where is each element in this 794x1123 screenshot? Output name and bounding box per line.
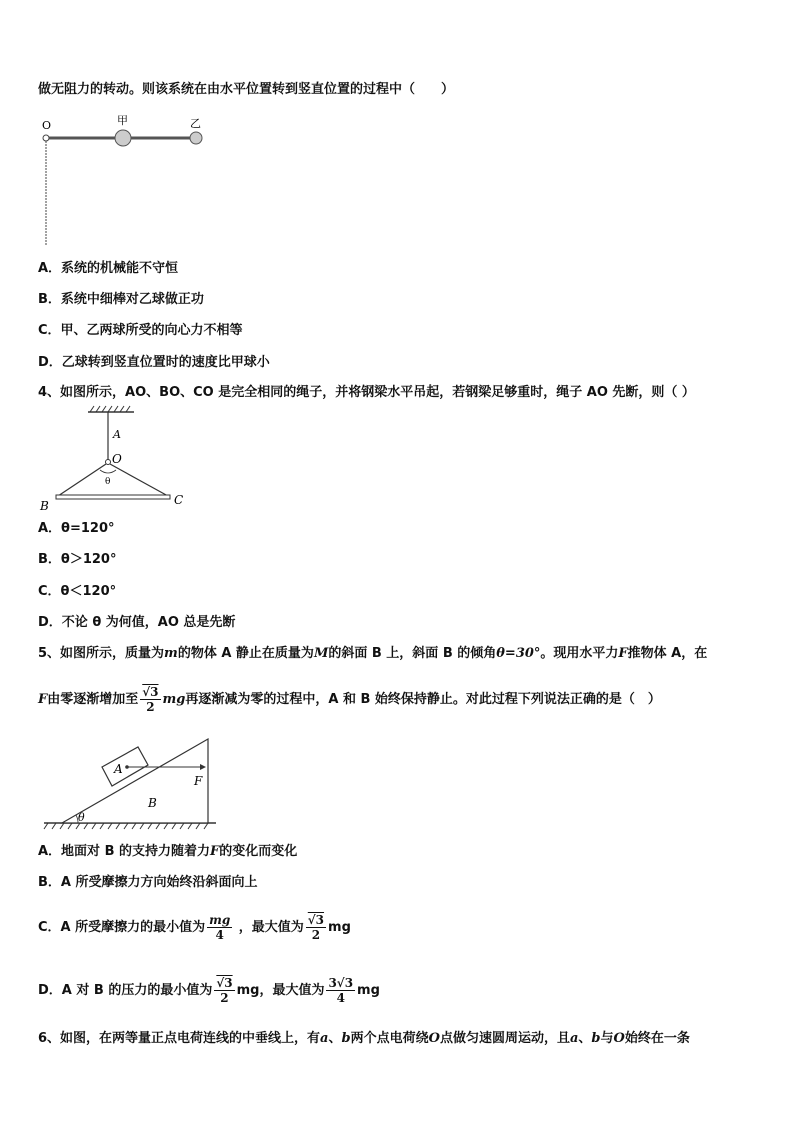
q4-option-a: A．θ=120° xyxy=(38,521,115,536)
q3-rod-figure xyxy=(34,110,224,250)
label-yi: 乙 xyxy=(190,117,201,130)
q4-option-d: D．不论 θ 为何值，AO 总是先断 xyxy=(38,615,236,630)
label-jia: 甲 xyxy=(117,114,128,127)
q3-option-d: D．乙球转到竖直位置时的速度比甲球小 xyxy=(38,355,270,370)
ball-yi xyxy=(190,132,202,144)
q3-option-b: B．系统中细棒对乙球做正功 xyxy=(38,292,204,307)
label-theta: θ xyxy=(105,477,111,487)
q5-stem-line2: F由零逐渐增加至 $\frac{√3}{2}$ mg再逐渐减为零的过程中，A 和 B 始终保持静止。对此过程下列说法正确的是（ ） xyxy=(38,685,661,714)
q6-stem: 6、如图，在两等量正点电荷连线的中垂线上，有a、b两个点电荷绕O点做匀速圆周运动，且a、b与O始终在一条 xyxy=(38,1031,690,1046)
label-o: O xyxy=(42,119,52,132)
label-b: B xyxy=(40,499,49,513)
q4-stem: 4、如图所示，AO、BO、CO 是完全相同的绳子，并将钢梁水平吊起，若钢梁足够重时，绳子 AO 先断，则（ ） xyxy=(38,385,695,400)
q5-option-a: A．地面对 B 的支持力随着力F的变化而变化 xyxy=(38,844,298,859)
q4-beam-figure xyxy=(36,404,196,516)
label-a: A xyxy=(114,762,123,776)
q3-option-a: A．系统的机械能不守恒 xyxy=(38,261,179,276)
q4-option-b: B．θ＞120° xyxy=(38,552,117,567)
q4-option-c: C．θ＜120° xyxy=(38,584,117,599)
q3-stem-end: 做无阻力的转动。则该系统在由水平位置转到竖直位置的过程中（ ） xyxy=(38,82,455,97)
q5-option-b: B．A 所受摩擦力方向始终沿斜面向上 xyxy=(38,875,258,890)
ball-jia xyxy=(115,130,131,146)
label-o: O xyxy=(112,452,122,466)
q3-option-c: C．甲、乙两球所受的向心力不相等 xyxy=(38,323,243,338)
label-f: F xyxy=(194,774,203,788)
label-b: B xyxy=(148,796,157,810)
label-a: A xyxy=(113,428,121,441)
label-theta: θ xyxy=(78,811,85,824)
q5-incline-figure xyxy=(40,735,222,831)
label-c: C xyxy=(174,493,184,507)
q5-stem-line1: 5、如图所示，质量为m的物体 A 静止在质量为M的斜面 B 上，斜面 B 的倾角θ=30°。现用水平力F推物体 A，在 xyxy=(38,646,708,661)
q5-option-c: C．A 所受摩擦力的最小值为 $\frac{mg}{4}$ ，最大值为 $\frac{√3}{2}$ mg xyxy=(38,913,351,942)
q5-option-d: D．A 对 B 的压力的最小值为 $\frac{√3}{2}$ mg，最大值为 $\frac{3√3}{4}$ mg xyxy=(38,976,380,1005)
